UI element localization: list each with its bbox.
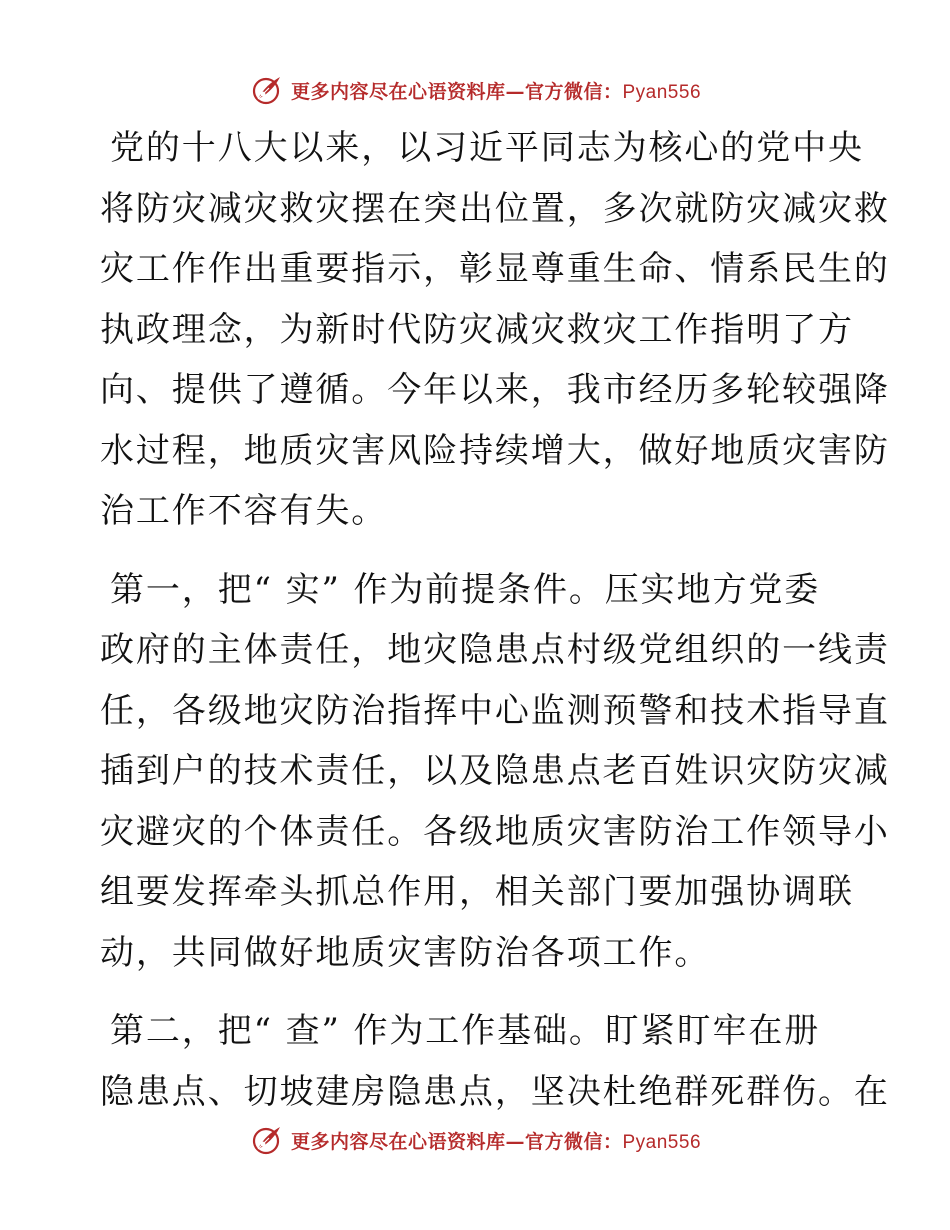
header-banner-text: 更多内容尽在心语资料库—官方微信：Pyan556 [290, 80, 702, 103]
footer-wechat-id: Pyan556 [622, 1131, 702, 1153]
text-line: 执政理念，为新时代防灾减灾救灾工作指明了方 [100, 309, 854, 350]
text-line: 治工作不容有失。 [100, 491, 388, 531]
text-line: 隐患点、切坡建房隐患点，坚决杜绝群死群伤。在 [100, 1071, 890, 1112]
text-line: 组要发挥牵头抓总作用，相关部门要加强协调联 [100, 872, 854, 912]
text-line: 政府的主体责任，地灾隐患点村级党组织的一线责 [100, 630, 890, 670]
text-line: 灾避灾的个体责任。各级地质灾害防治工作领导小 [100, 811, 890, 852]
text-line: 动，共同做好地质灾害防治各项工作。 [100, 932, 711, 973]
feather-pen-logo-icon [249, 1123, 283, 1157]
paragraph-second-point [100, 1001, 890, 1122]
text-line: 将防灾减灾救灾摆在突出位置，多次就防灾减灾救 [100, 188, 890, 229]
paragraph-intro [100, 118, 890, 542]
text-line: 第一，把“ 实” 作为前提条件。压实地方党委 [110, 569, 821, 610]
text-line: 插到户的技术责任，以及隐患点老百姓识灾防灾减 [100, 751, 890, 791]
paragraph-first-point [100, 560, 890, 984]
text-line: 灾工作作出重要指示，彰显尊重生命、情系民生的 [100, 249, 890, 289]
header-wechat-id: Pyan556 [622, 81, 702, 103]
text-line: 党的十八大以来，以习近平同志为核心的党中央 [110, 128, 864, 168]
document-body [100, 118, 890, 1140]
text-line: 第二，把“ 查” 作为工作基础。盯紧盯牢在册 [110, 1011, 821, 1051]
text-line: 向、提供了遵循。今年以来，我市经历多轮较强降 [100, 370, 890, 410]
header-watermark-banner [0, 70, 950, 110]
footer-banner-text: 更多内容尽在心语资料库—官方微信：Pyan556 [290, 1130, 702, 1153]
footer-watermark-banner [0, 1120, 950, 1160]
feather-pen-logo-icon [249, 73, 283, 107]
text-line: 任，各级地灾防治指挥中心监测预警和技术指导直 [100, 690, 890, 731]
text-line: 水过程，地质灾害风险持续增大，做好地质灾害防 [100, 430, 890, 471]
